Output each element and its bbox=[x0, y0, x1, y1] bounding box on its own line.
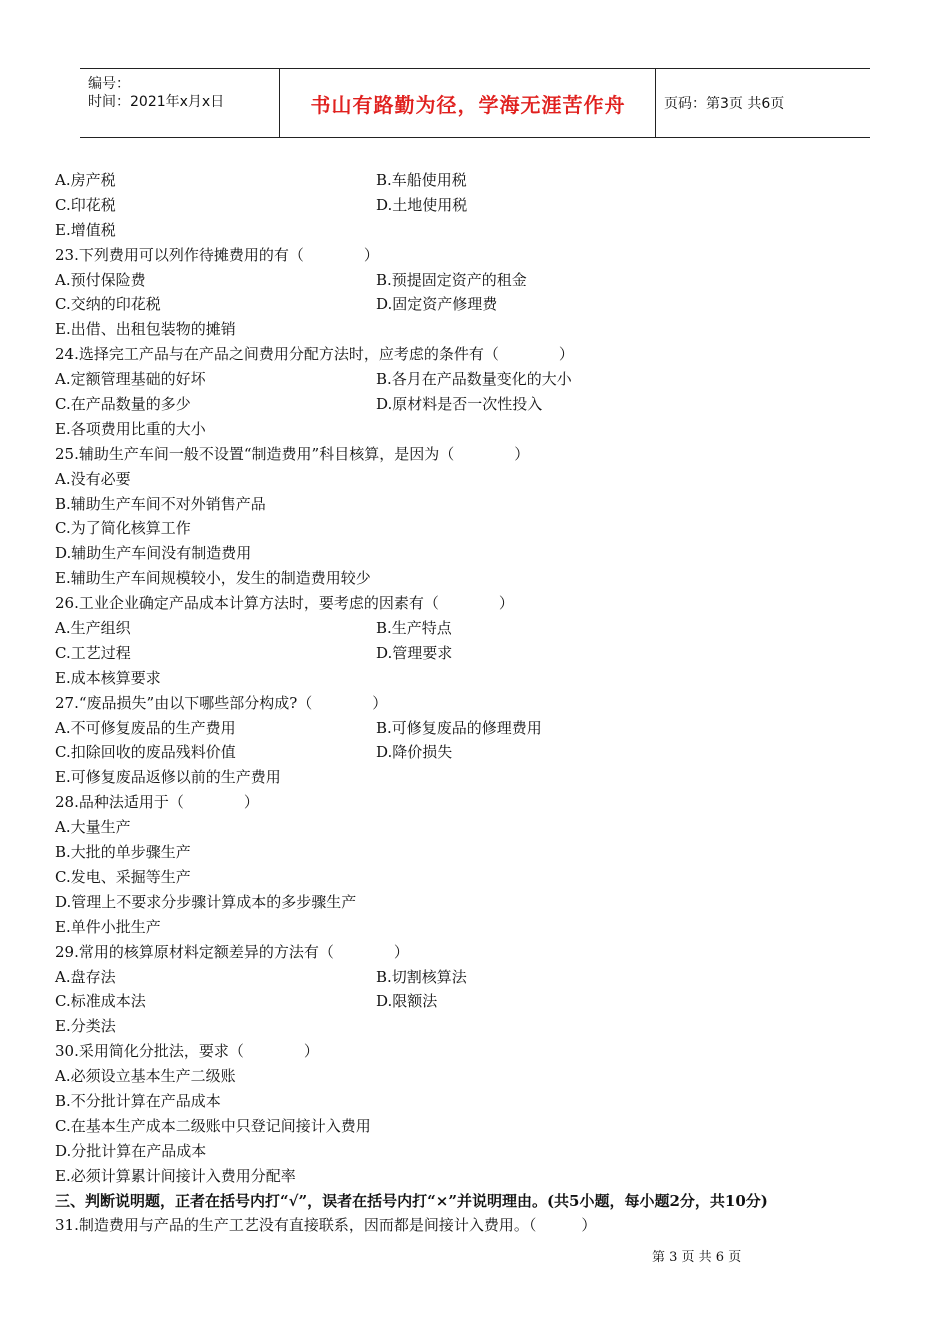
question-line bbox=[55, 890, 885, 915]
line-text-left: 29.常用的核算原材料定额差异的方法有（ ） bbox=[55, 942, 409, 961]
question-line bbox=[55, 740, 885, 765]
question-line bbox=[55, 989, 885, 1014]
question-line bbox=[55, 516, 885, 541]
question-line bbox=[55, 566, 885, 591]
line-text-right: D.降价损失 bbox=[376, 743, 453, 762]
line-text-left: 25.辅助生产车间一般不设置“制造费用”科目核算，是因为（ ） bbox=[55, 444, 530, 463]
question-line bbox=[55, 268, 885, 293]
line-text-right: D.土地使用税 bbox=[376, 195, 468, 214]
question-line bbox=[55, 716, 885, 741]
question-line bbox=[55, 292, 885, 317]
question-line bbox=[55, 840, 885, 865]
line-text-left: E.辅助生产车间规模较小，发生的制造费用较少 bbox=[55, 569, 371, 588]
line-text-left: 30.采用简化分批法，要求（ ） bbox=[55, 1042, 319, 1061]
line-text-left: C.印花税 bbox=[55, 195, 116, 214]
line-text-left: A.不可修复废品的生产费用 bbox=[55, 718, 236, 737]
line-text-left: D.分批计算在产品成本 bbox=[55, 1141, 207, 1160]
line-text-right: B.可修复废品的修理费用 bbox=[376, 718, 542, 737]
question-line bbox=[55, 417, 885, 442]
question-line bbox=[55, 765, 885, 790]
line-text-left: E.必须计算累计间接计入费用分配率 bbox=[55, 1166, 296, 1185]
line-text-left: C.发电、采掘等生产 bbox=[55, 867, 191, 886]
line-text-left: A.必须设立基本生产二级账 bbox=[55, 1067, 236, 1086]
line-text-left: C.交纳的印花税 bbox=[55, 295, 161, 314]
line-text-left: E.增值税 bbox=[55, 220, 116, 239]
line-text-right: B.各月在产品数量变化的大小 bbox=[376, 370, 572, 389]
question-line bbox=[55, 815, 885, 840]
line-text-right: B.预提固定资产的租金 bbox=[376, 270, 527, 289]
line-text-right: D.限额法 bbox=[376, 992, 438, 1011]
line-text-left: A.房产税 bbox=[55, 171, 116, 189]
question-line bbox=[55, 218, 885, 243]
line-text-left: C.标准成本法 bbox=[55, 992, 146, 1011]
question-line bbox=[55, 193, 885, 218]
question-line bbox=[55, 342, 885, 367]
question-line bbox=[55, 940, 885, 965]
line-text-left: D.辅助生产车间没有制造费用 bbox=[55, 544, 252, 563]
question-line bbox=[55, 317, 885, 342]
line-text-right: D.原材料是否一次性投入 bbox=[376, 395, 543, 414]
question-line bbox=[55, 666, 885, 691]
line-text-left: A.没有必要 bbox=[55, 469, 131, 488]
section-heading: 三、判断说明题，正者在括号内打“√”，误者在括号内打“×”并说明理由。(共5小题，每小题2分，共10分) bbox=[55, 1191, 768, 1210]
line-text-left: C.在产品数量的多少 bbox=[55, 395, 191, 414]
number-label: 编号： bbox=[88, 76, 130, 92]
line-text-left: B.大批的单步骤生产 bbox=[55, 843, 191, 862]
question-line bbox=[55, 616, 885, 641]
line-text-left: E.各项费用比重的大小 bbox=[55, 419, 206, 438]
question-line bbox=[55, 965, 885, 990]
line-text-right: D.管理要求 bbox=[376, 643, 453, 662]
line-text-left: A.大量生产 bbox=[55, 818, 131, 837]
question-line bbox=[55, 591, 885, 616]
line-text-left: A.生产组织 bbox=[55, 619, 131, 638]
question-line bbox=[55, 392, 885, 417]
question-line bbox=[55, 1014, 885, 1039]
line-text-left: C.工艺过程 bbox=[55, 643, 131, 662]
question-line bbox=[55, 915, 885, 940]
question-line bbox=[55, 1039, 885, 1064]
line-text-left: 26.工业企业确定产品成本计算方法时，要考虑的因素有（ ） bbox=[55, 594, 514, 613]
question-line bbox=[55, 865, 885, 890]
line-text-left: E.出借、出租包装物的摊销 bbox=[55, 320, 236, 339]
question-line bbox=[55, 790, 885, 815]
line-text-left: C.为了简化核算工作 bbox=[55, 519, 191, 538]
line-text-right: B.生产特点 bbox=[376, 619, 452, 638]
line-text-left: A.定额管理基础的好坏 bbox=[55, 370, 206, 389]
document-header bbox=[80, 68, 870, 138]
question-line bbox=[55, 168, 885, 193]
header-meta bbox=[80, 69, 280, 137]
line-text-left: A.预付保险费 bbox=[55, 270, 146, 289]
question-line bbox=[55, 1164, 885, 1189]
line-text-left: E.分类法 bbox=[55, 1017, 116, 1036]
line-text-left: C.扣除回收的废品残料价值 bbox=[55, 743, 236, 762]
question-line bbox=[55, 541, 885, 566]
line-text-left: A.盘存法 bbox=[55, 967, 116, 986]
line-text-left: 27.“废品损失”由以下哪些部分构成?（ ） bbox=[55, 693, 388, 712]
time-label: 时间：2021年x月x日 bbox=[88, 94, 225, 110]
line-text-left: B.不分批计算在产品成本 bbox=[55, 1091, 221, 1110]
line-text-right: D.固定资产修理费 bbox=[376, 295, 498, 314]
line-text-left: 23.下列费用可以列作待摊费用的有（ ） bbox=[55, 245, 379, 264]
page-footer: 第 3 页 共 6 页 bbox=[652, 1250, 742, 1265]
line-text-right: B.切割核算法 bbox=[376, 967, 467, 986]
question-line bbox=[55, 1139, 885, 1164]
line-text-left: E.成本核算要求 bbox=[55, 668, 161, 687]
header-page-info: 页码：第3页 共6页 bbox=[664, 96, 785, 112]
line-text-left: C.在基本生产成本二级账中只登记间接计入费用 bbox=[55, 1116, 371, 1135]
question-body bbox=[55, 168, 885, 1238]
line-text-right: B.车船使用税 bbox=[376, 171, 467, 189]
question-line bbox=[55, 691, 885, 716]
question-line bbox=[55, 1114, 885, 1139]
question-line bbox=[55, 1064, 885, 1089]
question-line bbox=[55, 467, 885, 492]
question-line bbox=[55, 442, 885, 467]
question-line bbox=[55, 492, 885, 517]
line-text-left: 28.品种法适用于（ ） bbox=[55, 793, 259, 812]
question-line bbox=[55, 367, 885, 392]
line-text-left: D.管理上不要求分步骤计算成本的多步骤生产 bbox=[55, 892, 357, 911]
line-text-left: 24.选择完工产品与在产品之间费用分配方法时，应考虑的条件有（ ） bbox=[55, 345, 574, 364]
line-text-left: E.可修复废品返修以前的生产费用 bbox=[55, 768, 281, 787]
line-text-left: E.单件小批生产 bbox=[55, 917, 161, 936]
header-motto: 书山有路勤为径，学海无涯苦作舟 bbox=[281, 69, 656, 137]
question-line bbox=[55, 1089, 885, 1114]
line-text-left: B.辅助生产车间不对外销售产品 bbox=[55, 494, 266, 513]
question-31: 31.制造费用与产品的生产工艺没有直接联系，因而都是间接计入费用。（ ） bbox=[55, 1216, 597, 1235]
question-line bbox=[55, 641, 885, 666]
question-line bbox=[55, 243, 885, 268]
